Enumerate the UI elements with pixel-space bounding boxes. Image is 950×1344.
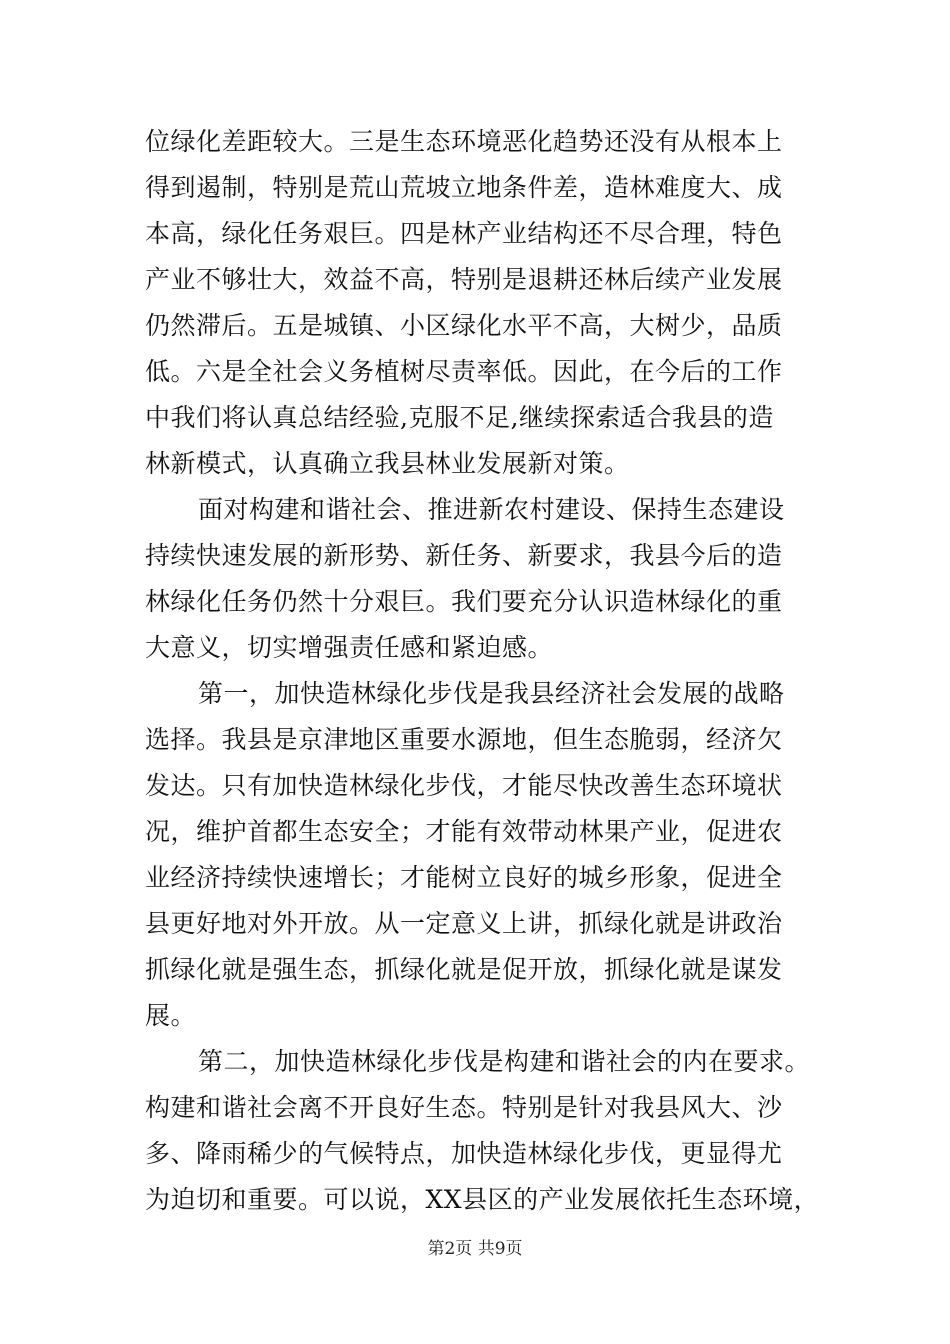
text-line: 仍然滞后。五是城镇、小区绿化水平不高，大树少，品质 [145, 311, 783, 340]
text-line: 位绿化差距较大。三是生态环境恶化趋势还没有从根本上 [145, 127, 783, 156]
text-line: 业经济持续快速增长；才能树立良好的城乡形象，促进全 [145, 863, 783, 892]
text-line: 低。六是全社会义务植树尽责率低。因此，在今后的工作 [145, 357, 783, 386]
text-line: 选择。我县是京津地区重要水源地，但生态脆弱，经济欠 [145, 725, 783, 754]
text-line: 大意义，切实增强责任感和紧迫感。 [145, 633, 554, 662]
text-line: 展。 [145, 1001, 197, 1030]
text-line: 多、降雨稀少的气候特点，加快造林绿化步伐，更显得尤 [145, 1139, 783, 1168]
text-line: 况，维护首都生态安全；才能有效带动林果产业，促进农 [145, 817, 783, 846]
text-line: 本高，绿化任务艰巨。四是林产业结构还不尽合理，特色 [145, 219, 783, 248]
paragraph-first-line: 第二，加快造林绿化步伐是构建和谐社会的内在要求。 [198, 1047, 811, 1076]
text-line: 产业不够壮大，效益不高，特别是退耕还林后续产业发展 [145, 265, 783, 294]
text-line: 构建和谐社会离不开良好生态。特别是针对我县风大、沙 [145, 1093, 783, 1122]
text-line: 中我们将认真总结经验,克服不足,继续探索适合我县的造 [145, 403, 774, 432]
text-line: 得到遏制，特别是荒山荒坡立地条件差，造林难度大、成 [145, 173, 783, 202]
text-line: 发达。只有加快造林绿化步伐，才能尽快改善生态环境状 [145, 771, 783, 800]
text-line: 为迫切和重要。可以说，XX县区的产业发展依托生态环境， [145, 1185, 820, 1214]
text-line: 林新模式，认真确立我县林业发展新对策。 [145, 449, 630, 478]
page-number-footer: 第2页 共9页 [427, 1239, 523, 1259]
paragraph-first-line: 第一，加快造林绿化步伐是我县经济社会发展的战略 [198, 679, 785, 708]
paragraph-first-line: 面对构建和谐社会、推进新农村建设、保持生态建设 [198, 495, 785, 524]
text-line: 抓绿化就是强生态，抓绿化就是促开放，抓绿化就是谋发 [145, 955, 783, 984]
text-line: 县更好地对外开放。从一定意义上讲，抓绿化就是讲政治 [145, 909, 783, 938]
text-line: 林绿化任务仍然十分艰巨。我们要充分认识造林绿化的重 [145, 587, 783, 616]
text-line: 持续快速发展的新形势、新任务、新要求，我县今后的造 [145, 541, 783, 570]
